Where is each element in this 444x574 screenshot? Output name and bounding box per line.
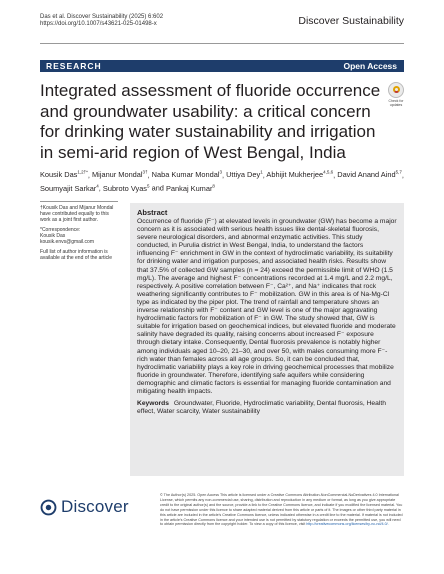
author-name: Subroto Vyas$^5$ (102, 183, 150, 193)
author-name: Pankaj Kumar$^8$ (165, 183, 215, 193)
author-name: Uttiya Dey$^1$ (226, 170, 263, 180)
author-affiliation-marker: 1 (260, 170, 263, 175)
publisher-logo[interactable] (40, 497, 129, 517)
equal-contribution-note: †Kousik Das and Mijanur Mondal have contributed equally to this work as a joint first author. (40, 205, 114, 223)
abstract-text: Occurrence of fluoride (F⁻) at elevated levels in groundwater (GW) has become a major concern as it is associated with serious health issues like dental-skeletal fluorosis, severe neurological disorders, and abnormal enzymatic activities. This study conducted, in Purulia district in West Bengal, India, to understand the factors influencing F⁻ enrichment in GW in the context of hydroclimatic variability, its suitability for drinking water and irrigation purposes, and associated health risks. Results show that 37.5% of collected GW samples (n = 24) exceed the permissible limit of WHO (1.5 mg/L). The average and highest F⁻ concentrations recorded at 1.4 mg/L and 2.2 mg/L, respectively. A positive correlation between F⁻, Ca²⁺, and Na⁺ indicates that rock weathering significantly contributes to F⁻ mobilization. GW in this area is of Na-Mg-Cl type as indicated by the piper plot. The trend of rainfall and temperature shows an inverse relationship with F⁻ content and GW level is one of the major aggravating hydroclimatic factors for mobilization of F⁻ in GW. The study showed that, GW is suitable for irrigation based on geochemical indices, but elevated fluoride and moderate salinity have degraded its quality, raising concerns about increased F⁻ exposure through dietary intake. Consequently, Dental fluorosis prevalence is notably higher among individuals aged 10–20, 21–30, and over 50, with males consuming more F⁻-rich water than females across all age groups. So, it can be concluded that, hydroclimatic variability plays a key role in driving geochemical processes that mobilize fluoride in groundwater. Therefore, identifying safe aquifers while considering demographic and climatic factors is essential for managing fluoride contamination and mitigating health impacts. (137, 218, 397, 395)
article-type-label: RESEARCH (46, 61, 102, 71)
author-affiliation-marker: 1,2†* (77, 170, 88, 175)
author-affiliation-marker: 4,5,6 (323, 170, 334, 175)
license-text: © The Author(s) 2025. Open Access This article is licensed under a Creative Commons Attribution-NonCommercial-NoDerivatives 4.0 International License, which permits any non-commercial use, sharing, distribution and reproduction in any medium or format, as long as you give appropriate credit to the original author(s) and the source, provide a link to the Creative Commons licence, and indicate if you modified the licensed material. You do not have permission under this licence to share adapted material derived from this article or parts of it. The images or other third party material in this article are included in the article’s Creative Commons licence, unless indicated otherwise in a credit line to the material. If material is not included in the article’s Creative Commons licence and your intended use is not permitted by statutory regulation or exceeds the permitted use, you will need to obtain permission directly from the copyright holder. To view a copy of this licence, visit (160, 493, 403, 527)
abstract-box (130, 203, 404, 476)
author-list: Kousik Das$^{1,2\dagger*}$, Mijanur Mondal$^{3\dagger}$, Naba Kumar Mondal$^3$, Uttiya Dey$^1$, Abhijit Mukherjee$^{4,5,6}$, David Anand Aind$^{5,7}$, Soumyajit Sarkar$^4$, Subroto Vyas$^5$ and Pankaj Kumar$^8$ (40, 170, 404, 193)
author-name: Naba Kumar Mondal$^3$ (151, 170, 222, 180)
correspondence (40, 227, 118, 245)
doi-link[interactable]: https://doi.org/10.1007/s43621-025-01498-x (40, 21, 157, 27)
author-affiliation-marker: 5,7 (395, 170, 402, 175)
license-link[interactable]: http://creativecommons.org/licenses/by-nc-nd/4.0/. (306, 522, 389, 527)
author-name: David Anand Aind$^{5,7}$ (337, 170, 402, 180)
keywords-list: Groundwater, Fluoride, Hydroclimatic variability, Dental fluorosis, Health effect, Water scarcity, Water sustainability (137, 400, 386, 416)
crossmark-icon (388, 82, 404, 98)
citation-line: Das et al. Discover Sustainability (2025) 6:602 (40, 14, 164, 20)
author-name: Kousik Das$^{1,2\dagger*}$ (40, 170, 88, 180)
open-access-label: Open Access (343, 61, 397, 71)
author-name: Soumyajit Sarkar$^4$ (40, 183, 99, 193)
author-name: Mijanur Mondal$^{3\dagger}$ (92, 170, 148, 180)
author-affiliation-marker: 3 (219, 170, 222, 175)
journal-name: Discover Sustainability (298, 15, 404, 27)
check-for-updates-button[interactable] (388, 82, 404, 107)
discover-logo-icon (40, 499, 57, 516)
article-title: Integrated assessment of fluoride occurrence and groundwater usability: a critical concern for drinking water sustainability and irrigation in semi-arid region of West Bengal, India (40, 81, 381, 162)
author-affiliation-marker: 8 (212, 183, 215, 189)
crossmark-label: Check for updates (388, 99, 404, 107)
side-notes (40, 201, 118, 265)
logo-wordmark: Discover (61, 497, 129, 516)
keywords-label: Keywords (137, 400, 169, 408)
correspondence-label: *Correspondence: (40, 227, 81, 233)
author-affiliation-marker: 4 (96, 183, 99, 189)
author-name: Abhijit Mukherjee$^{4,5,6}$ (266, 170, 334, 180)
header-divider (40, 43, 404, 44)
correspondence-name: Kousik Das (40, 233, 66, 239)
research-banner (40, 60, 404, 72)
keywords (137, 400, 397, 416)
notes-divider (40, 201, 118, 202)
citation (40, 14, 163, 28)
author-affiliation-marker: 3† (142, 170, 148, 175)
license-statement (160, 493, 404, 527)
abstract-heading: Abstract (137, 208, 168, 217)
affiliations-note: Full list of author information is available at the end of the article (40, 249, 112, 261)
author-affiliation-marker: 5 (147, 183, 150, 189)
correspondence-email[interactable]: kousik.envs@gmail.com (40, 239, 94, 245)
